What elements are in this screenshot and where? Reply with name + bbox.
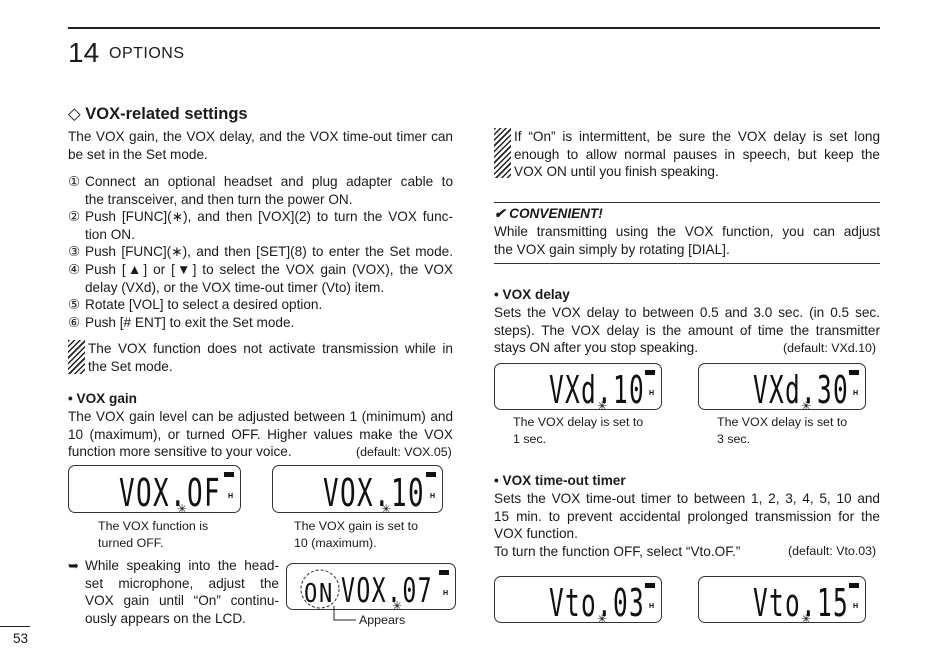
step-number: ⑤	[68, 297, 81, 313]
lcd-display	[69, 466, 242, 514]
blink-icon: ✳	[597, 612, 608, 624]
step-6	[68, 314, 453, 332]
convenient-line: While transmitting using the VOX function, you can adjust	[494, 224, 880, 239]
blink-icon: ✳	[801, 612, 812, 624]
lcd-vox-10-caption	[294, 518, 418, 551]
battery-icon	[439, 570, 449, 575]
section-title	[68, 104, 248, 124]
convenient-body	[494, 223, 880, 258]
body-line: stays ON after you stop speaking.	[494, 340, 699, 356]
blink-icon: ✳	[392, 599, 403, 611]
appears-callout: Appears	[359, 613, 406, 627]
step-line: Push [# ENT] to exit the Set mode.	[85, 314, 295, 330]
body-line: To turn the function OFF, select “Vto.OF.”	[494, 543, 741, 559]
h-mark: H	[853, 603, 859, 610]
battery-icon	[224, 472, 234, 477]
diamond-icon: ◇	[68, 105, 81, 123]
lcd-display	[495, 577, 663, 624]
lcd-vxd-30	[698, 363, 866, 410]
tip-line: While speaking into the head-	[85, 558, 279, 573]
caption-line: The VOX delay is set to	[513, 415, 644, 429]
lcd-display	[273, 466, 444, 514]
chapter-title: OPTIONS	[109, 45, 185, 62]
lcd-vto-15	[698, 576, 866, 623]
body-line: Sets the VOX time-out timer to between 1, 2, 3, 4, 5, 10 and	[494, 491, 880, 506]
lcd-vto-03	[494, 576, 662, 623]
tip-line: ously appears on the LCD.	[85, 610, 246, 626]
lcd-vxd-10	[494, 363, 662, 410]
step-line: Connect an optional headset and plug adapter cable to	[85, 174, 453, 189]
blink-icon: ✳	[597, 399, 608, 411]
lcd-segments: VOX.07	[341, 571, 433, 611]
lcd-segments: VOX.10	[323, 471, 425, 514]
caption-line: 10 (maximum).	[294, 535, 377, 550]
header-rule	[68, 27, 880, 29]
note-icon	[494, 128, 511, 178]
lcd-display	[699, 577, 867, 624]
caption-line: 1 sec.	[513, 431, 547, 446]
lcd-vox-07	[286, 563, 456, 610]
intro-line: be set in the Set mode.	[68, 146, 208, 162]
lcd-vxd-10-caption	[513, 414, 643, 447]
lcd-display	[699, 364, 867, 411]
battery-icon	[426, 472, 436, 477]
note-1	[68, 340, 453, 375]
caption-line: The VOX function is	[98, 519, 209, 533]
lcd-vxd-30-caption	[717, 414, 847, 447]
lcd-segments: VOX.OF	[119, 471, 221, 514]
lcd-segments: VXd.10	[549, 368, 645, 411]
lcd-segments: VXd.30	[753, 368, 849, 411]
convenient-bottom-rule	[494, 263, 880, 264]
callout-leader	[328, 605, 358, 635]
step-number: ①	[68, 174, 81, 189]
h-mark: H	[853, 390, 859, 397]
body-line: steps). The VOX delay is the amount of time the transmitter	[494, 322, 880, 338]
caption-line: turned OFF.	[98, 535, 164, 550]
battery-icon	[645, 583, 655, 588]
vox-timeout-heading: • VOX time-out timer	[494, 473, 626, 488]
intro-line: The VOX gain, the VOX delay, and the VOX time-out timer can	[68, 129, 453, 144]
convenient-title: ✔ CONVENIENT!	[494, 206, 603, 221]
section-title-text: VOX-related settings	[85, 105, 248, 123]
convenient-line: the VOX gain simply by rotating [DIAL].	[494, 241, 730, 257]
vox-gain-default: (default: VOX.05)	[356, 445, 452, 459]
h-mark: H	[649, 603, 655, 610]
step-line: tion ON.	[85, 226, 135, 242]
lcd-vox-10	[272, 465, 443, 513]
lcd-display	[495, 364, 663, 411]
h-mark: H	[649, 390, 655, 397]
steps-list	[68, 173, 453, 331]
step-line: Push [▲] or [▼] to select the VOX gain (VOX), the VOX	[85, 261, 453, 277]
h-mark: H	[443, 590, 449, 597]
vox-gain-heading: • VOX gain	[68, 391, 137, 406]
battery-icon	[849, 370, 859, 375]
battery-icon	[849, 583, 859, 588]
caption-line: The VOX gain is set to	[294, 519, 418, 533]
caption-line: The VOX delay is set to	[717, 415, 848, 429]
note-icon	[68, 340, 85, 374]
step-number: ⑥	[68, 314, 81, 330]
step-line: Push [FUNC](∗), and then [SET](8) to enter the Set mode.	[85, 244, 453, 260]
battery-icon	[645, 370, 655, 375]
note-line: the Set mode.	[88, 358, 173, 374]
convenient-top-rule	[494, 202, 880, 203]
lcd-segments: Vto.15	[753, 581, 849, 624]
step-line: delay (VXd), or the VOX time-out timer (Vto) item.	[85, 279, 385, 295]
step-5	[68, 296, 453, 314]
lcd-display	[287, 564, 457, 611]
h-mark: H	[430, 493, 436, 500]
step-2	[68, 208, 453, 243]
page-number-rule	[0, 626, 30, 627]
lcd-segments: Vto.03	[549, 581, 645, 624]
body-line: 10 (maximum), or turned OFF. Higher values make the VOX	[68, 426, 453, 442]
vox-delay-default: (default: VXd.10)	[783, 341, 876, 355]
tip-line: VOX gain until “On” continu-	[85, 593, 279, 609]
lcd-vox-off-caption	[98, 518, 208, 551]
body-line: VOX function.	[494, 526, 578, 542]
step-number: ④	[68, 261, 81, 277]
body-line: Sets the VOX delay to between 0.5 and 3.0 sec. (in 0.5 sec.	[494, 305, 880, 320]
step-line: Rotate [VOL] to select a desired option.	[85, 297, 323, 313]
step-number: ③	[68, 244, 81, 260]
chapter-number: 14	[68, 37, 100, 68]
note-line: enough to allow normal pauses in speech, but keep the	[514, 146, 880, 162]
note-line: The VOX function does not activate transmission while in	[88, 341, 453, 356]
note-line: VOX ON until you finish speaking.	[514, 164, 719, 180]
intro-paragraph	[68, 128, 453, 163]
step-line: Push [FUNC](∗), and then [VOX](2) to turn the VOX func-	[85, 209, 453, 225]
step-1	[68, 173, 453, 208]
vox-gain-tip	[85, 557, 279, 627]
step-4	[68, 261, 453, 296]
blink-icon: ✳	[801, 399, 812, 411]
body-line: 15 min. to prevent accidental prolonged transmission for the	[494, 508, 880, 524]
tip-arrow-icon: ➥	[68, 558, 79, 573]
vox-timeout-default: (default: Vto.03)	[788, 544, 877, 558]
blink-icon: ✳	[381, 502, 392, 514]
note-line: If “On” is intermittent, be sure the VOX delay is set long	[514, 129, 880, 144]
page-number: 53	[13, 631, 29, 646]
tip-line: set microphone, adjust the	[85, 575, 279, 591]
body-line: function more sensitive to your voice.	[68, 444, 292, 460]
step-number: ②	[68, 209, 81, 225]
h-mark: H	[228, 493, 234, 500]
step-3	[68, 243, 453, 261]
note-2	[494, 128, 880, 181]
step-line: the transceiver, and then turn the power ON.	[85, 191, 353, 207]
blink-icon: ✳	[177, 502, 188, 514]
on-indicator: ON	[304, 579, 334, 609]
vox-delay-heading: • VOX delay	[494, 287, 570, 302]
lcd-vox-off	[68, 465, 241, 513]
caption-line: 3 sec.	[717, 431, 751, 446]
body-line: The VOX gain level can be adjusted between 1 (minimum) and	[68, 409, 453, 424]
